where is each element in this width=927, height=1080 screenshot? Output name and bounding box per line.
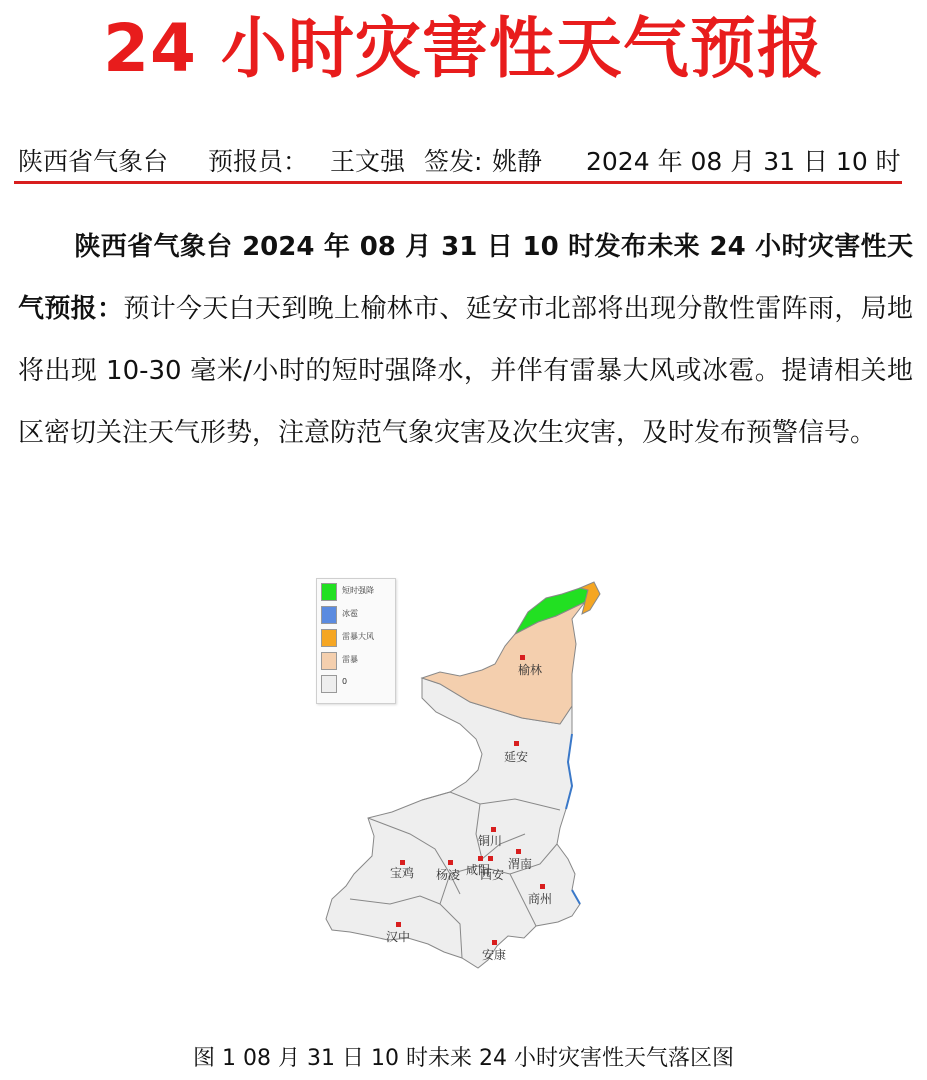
city-dot-yanan <box>514 741 519 746</box>
map-caption: 图 1 08 月 31 日 10 时未来 24 小时灾害性天气落区图 <box>193 1046 734 1071</box>
city-label-baoji: 宝鸡 <box>390 866 415 880</box>
city-label-xian: 西安 <box>480 868 505 882</box>
legend-label: 雷暴 <box>342 655 358 664</box>
city-dot-weinan <box>516 849 521 854</box>
city-label-tongchuan: 铜川 <box>478 834 503 848</box>
city-label-yulin: 榆林 <box>518 663 543 677</box>
city-dot-yulin <box>520 655 525 660</box>
forecast-body <box>18 216 913 464</box>
legend-swatch <box>321 652 337 670</box>
city-dot-xian <box>488 856 493 861</box>
city-label-yangling: 杨凌 <box>436 868 461 882</box>
legend-swatch <box>321 675 337 693</box>
header-rule <box>14 181 902 184</box>
city-dot-yangling <box>448 860 453 865</box>
city-label-xianyang: 咸阳 <box>466 863 491 877</box>
city-label-weinan: 渭南 <box>508 857 533 871</box>
map-legend <box>316 578 396 704</box>
issue-datetime: 2024 年 08 月 31 日 10 时 <box>586 147 901 176</box>
forecast-content: 预计今天白天到晚上榆林市、延安市北部将出现分散性雷阵雨，局地将出现 10-30 毫米/小时的短时强降水，并伴有雷暴大风或冰雹。提请相关地区密切关注天气形势，注意防范气象灾害及次生灾害，及时发布预警信号。 <box>18 294 913 448</box>
signer-label: 签发: <box>424 147 483 176</box>
forecaster-label: 预报员： <box>208 147 309 176</box>
signer-name: 姚静 <box>492 147 543 176</box>
legend-label: 0 <box>342 677 348 686</box>
legend-swatch <box>321 583 337 601</box>
legend-label: 短时强降 <box>342 586 374 595</box>
city-dot-ankang <box>492 940 497 945</box>
forecast-header <box>18 142 901 182</box>
city-label-yanan: 延安 <box>504 750 529 764</box>
city-label-hanzhong: 汉中 <box>386 930 411 944</box>
city-dot-shangzhou <box>540 884 545 889</box>
city-label-shangzhou: 商州 <box>528 892 553 906</box>
legend-label: 雷暴大风 <box>342 632 374 641</box>
legend-swatch <box>321 629 337 647</box>
forecast-lead-sentence: 陕西省气象台 2024 年 08 月 31 日 10 时发布未来 24 小时灾害性天气预报： <box>18 232 913 324</box>
legend-swatch <box>321 606 337 624</box>
forecaster-name: 王文强 <box>330 147 406 176</box>
page-title: 24 小时灾害性天气预报 <box>103 10 824 87</box>
city-dot-hanzhong <box>396 922 401 927</box>
city-label-ankang: 安康 <box>482 948 507 962</box>
legend-label: 冰雹 <box>342 609 358 618</box>
agency-name: 陕西省气象台 <box>18 147 169 176</box>
